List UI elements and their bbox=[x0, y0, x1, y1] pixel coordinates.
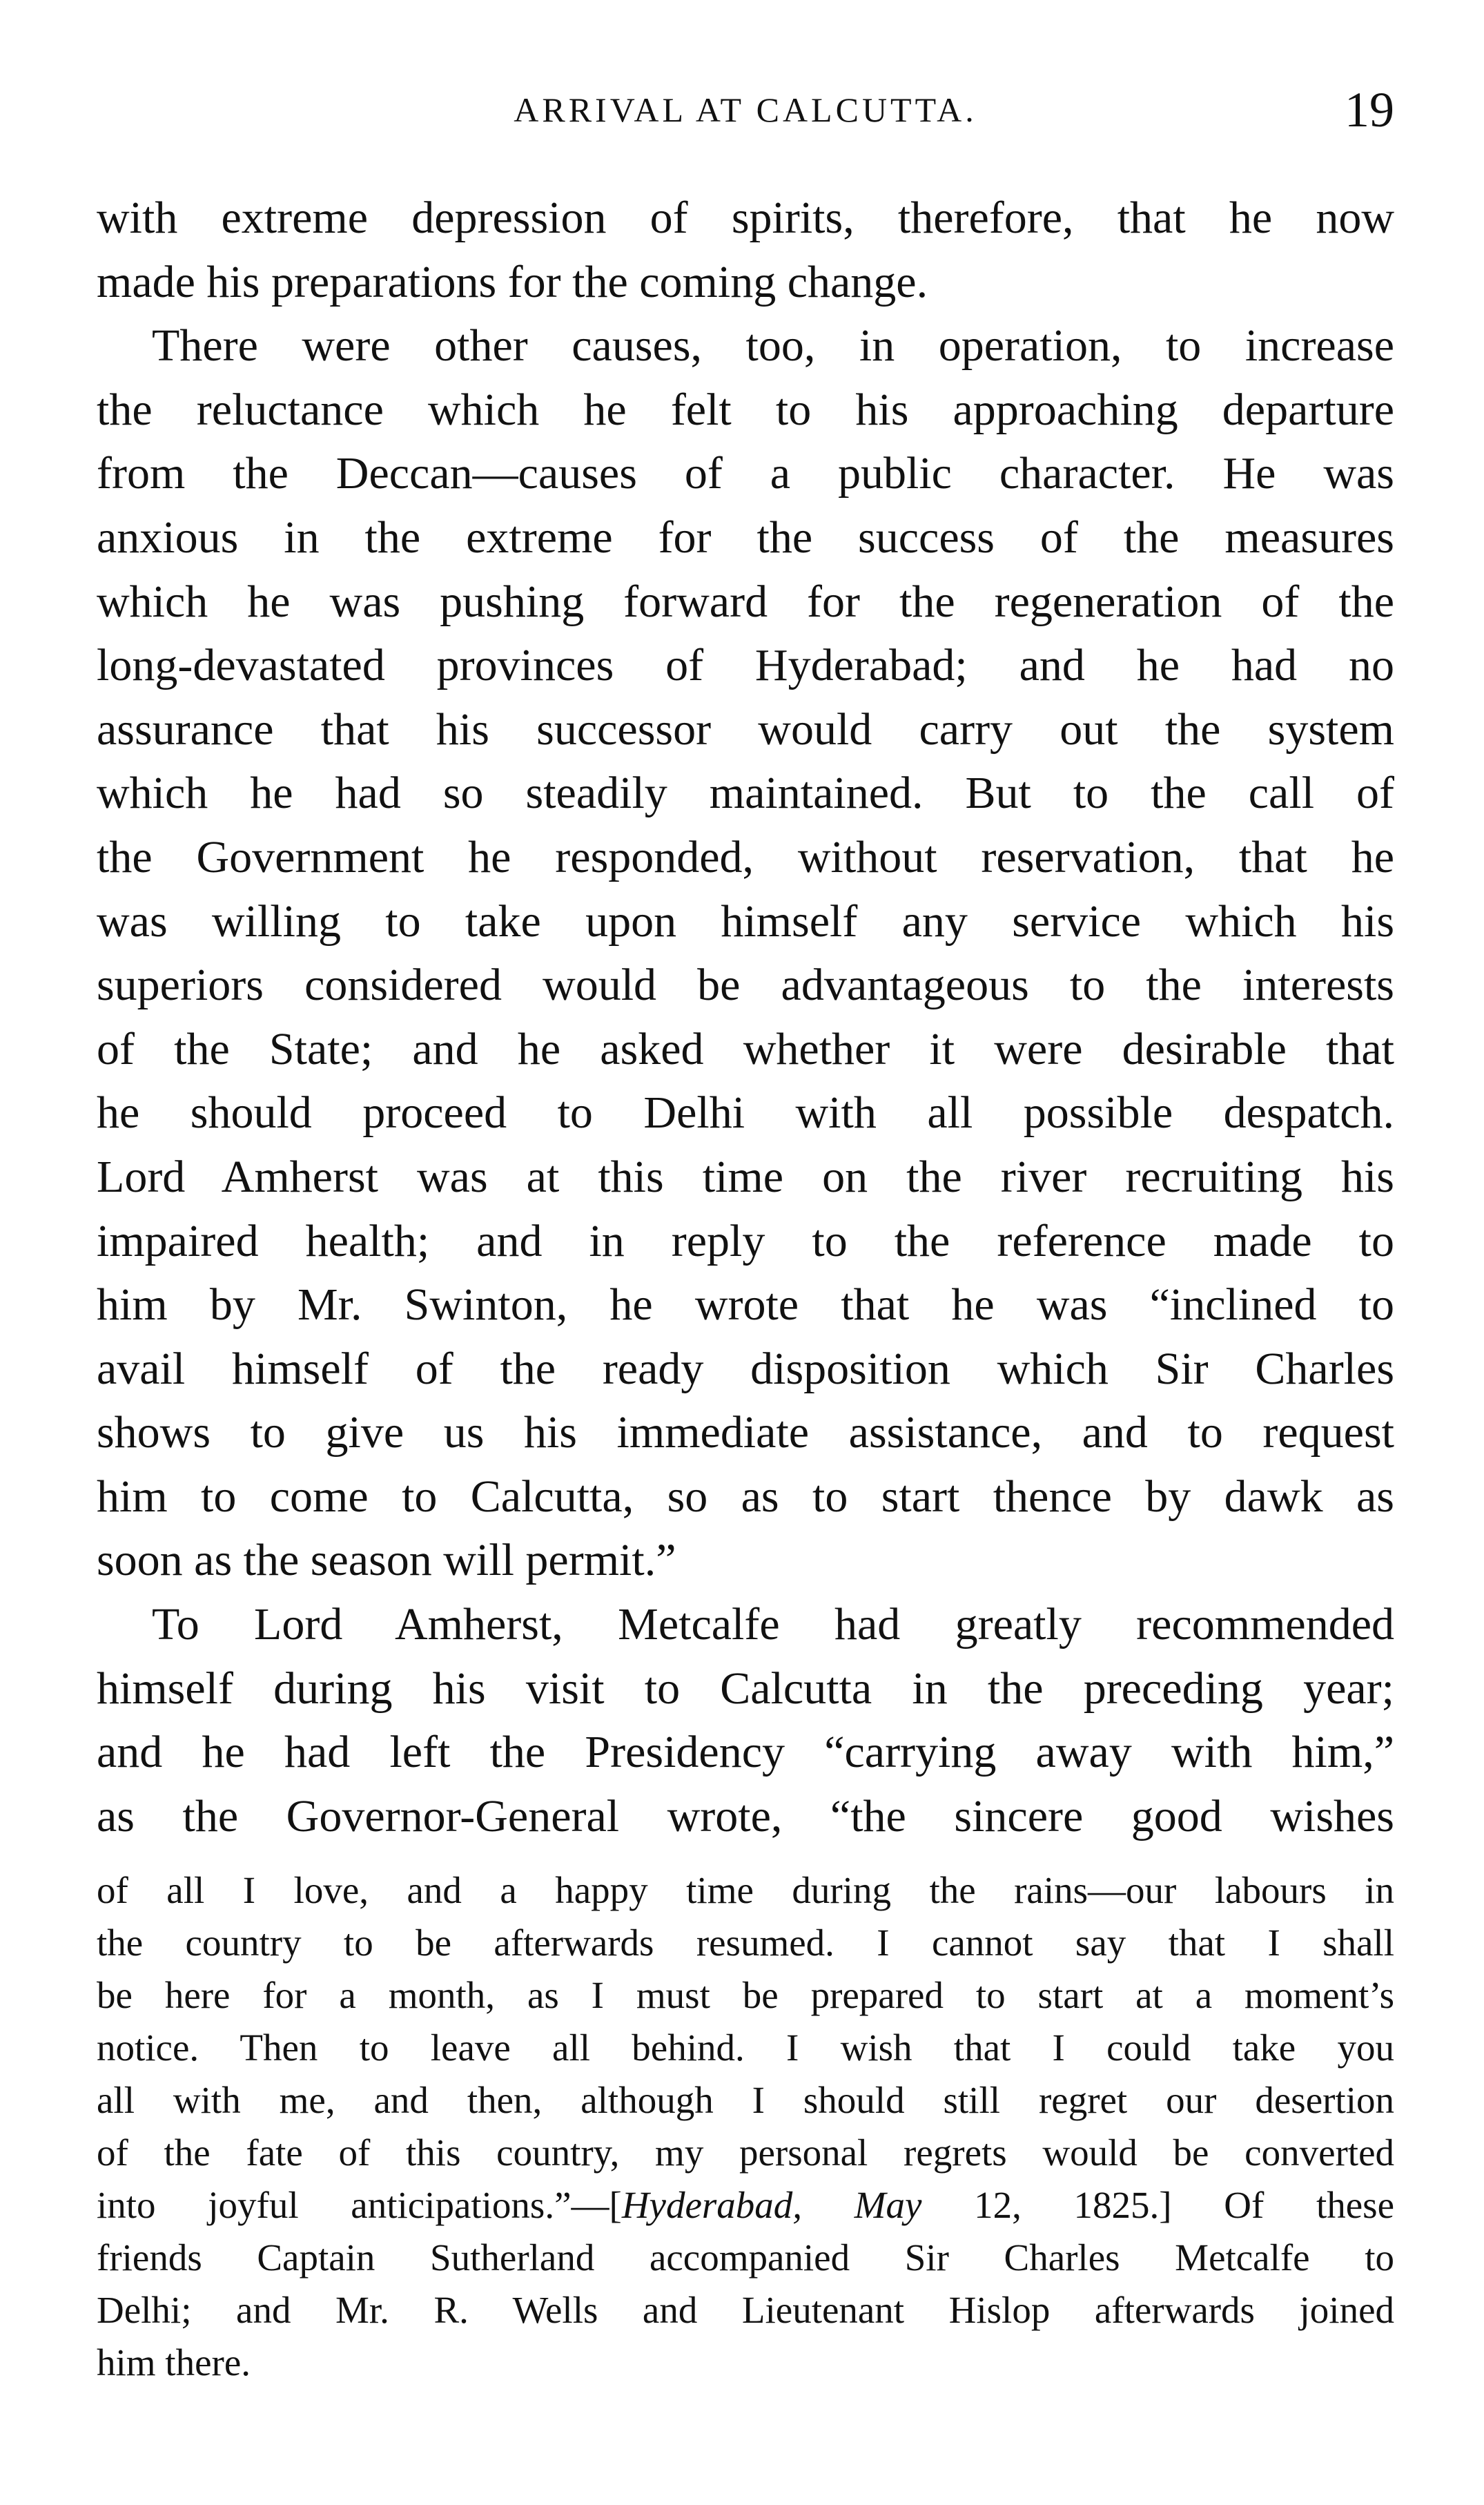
text-line: with extreme depression of spirits, therefore, that he now bbox=[97, 193, 1394, 243]
text-line: the Government he responded, without reservation, that he bbox=[97, 831, 1394, 882]
main-text bbox=[97, 186, 1394, 1848]
footnote-line: the country to be afterwards resumed. I cannot say that I shall bbox=[97, 1922, 1394, 1964]
footnote-line: be here for a month, as I must be prepared to start at a moment’s bbox=[97, 1974, 1394, 2016]
text-line: him by Mr. Swinton, he wrote that he was “inclined to bbox=[97, 1279, 1394, 1331]
text-line: of the State; and he asked whether it were desirable that bbox=[97, 1023, 1394, 1074]
text-line: he should proceed to Delhi with all possible despatch. bbox=[97, 1087, 1394, 1139]
footnote-line bbox=[97, 2179, 1394, 2232]
text-line: himself during his visit to Calcutta in the preceding year; bbox=[97, 1663, 1394, 1714]
text-line: from the Deccan—causes of a public character. He was bbox=[97, 448, 1394, 499]
footnote-line: Delhi; and Mr. R. Wells and Lieutenant Hislop afterwards joined bbox=[97, 2289, 1394, 2331]
running-head: ARRIVAL AT CALCUTTA. bbox=[514, 90, 977, 129]
text-line: shows to give us his immediate assistance, and to request bbox=[97, 1407, 1394, 1458]
footnote-text: into joyful anticipations.”—[ bbox=[97, 2184, 622, 2226]
footnote-text: 12, 1825.] Of these bbox=[921, 2184, 1394, 2226]
text-line: avail himself of the ready disposition which Sir Charles bbox=[97, 1343, 1394, 1394]
text-line: anxious in the extreme for the success of the measures bbox=[97, 512, 1394, 563]
text-line: impaired health; and in reply to the reference made to bbox=[97, 1215, 1394, 1266]
footnote bbox=[97, 1864, 1394, 2389]
text-line: To Lord Amherst, Metcalfe had greatly recommended bbox=[152, 1599, 1394, 1650]
footnote-place-date: Hyderabad, May bbox=[621, 2184, 922, 2226]
text-line: the reluctance which he felt to his approaching departure bbox=[97, 384, 1394, 435]
footnote-line: him there. bbox=[97, 2341, 251, 2383]
text-line: as the Governor-General wrote, “the sincere good wishes bbox=[97, 1790, 1394, 1841]
text-line: Lord Amherst was at this time on the river recruiting his bbox=[97, 1151, 1394, 1202]
text-line: which he had so steadily maintained. But to the call of bbox=[97, 768, 1394, 819]
text-line: which he was pushing forward for the regeneration of the bbox=[97, 576, 1394, 627]
page-number: 19 bbox=[1345, 82, 1394, 137]
footnote-line: friends Captain Sutherland accompanied Sir Charles Metcalfe to bbox=[97, 2236, 1394, 2279]
text-line: him to come to Calcutta, so as to start thence by dawk as bbox=[97, 1471, 1394, 1522]
text-line: and he had left the Presidency “carrying away with him,” bbox=[97, 1727, 1394, 1778]
text-line: long-devastated provinces of Hyderabad; and he had no bbox=[97, 640, 1394, 691]
text-line: There were other causes, too, in operation, to increase bbox=[152, 320, 1394, 371]
footnote-line: all with me, and then, although I should still regret our desertion bbox=[97, 2079, 1394, 2121]
footnote-line: notice. Then to leave all behind. I wish that I could take you bbox=[97, 2027, 1394, 2069]
text-line: was willing to take upon himself any service which his bbox=[97, 896, 1394, 947]
text-line: assurance that his successor would carry out the system bbox=[97, 704, 1394, 755]
text-line: soon as the season will permit.” bbox=[97, 1535, 676, 1586]
text-line: made his preparations for the coming change. bbox=[97, 256, 928, 307]
footnote-line: of the fate of this country, my personal regrets would be converted bbox=[97, 2131, 1394, 2174]
text-line: superiors considered would be advantageous to the interests bbox=[97, 960, 1394, 1011]
footnote-line: of all I love, and a happy time during the rains—our labours in bbox=[97, 1869, 1394, 1911]
page-header bbox=[97, 81, 1394, 137]
